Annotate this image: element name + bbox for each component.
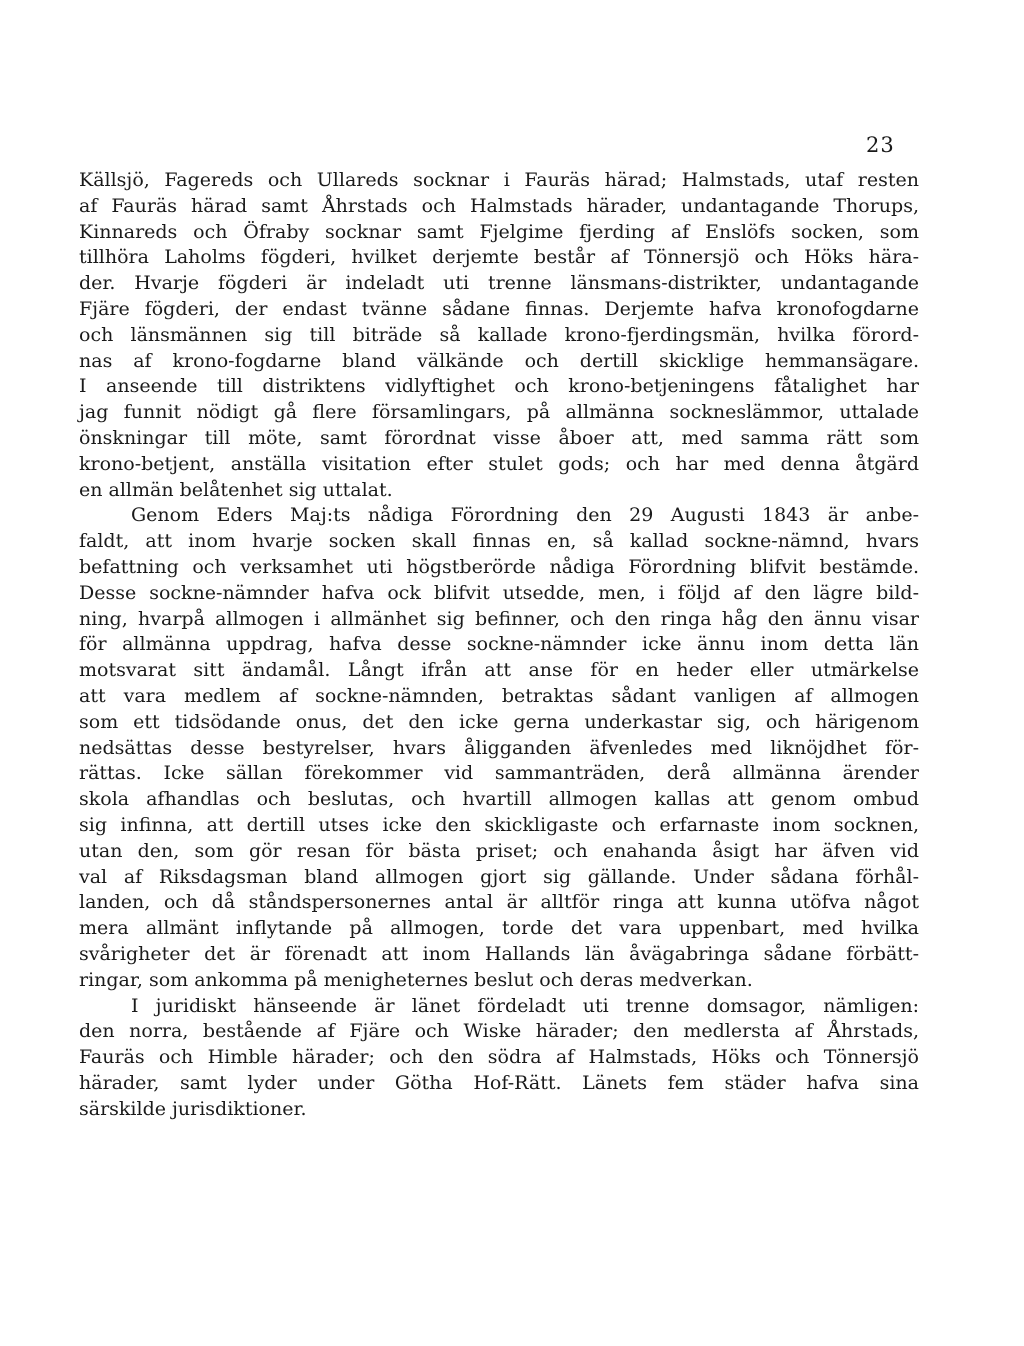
- text-line: Fjäre fögderi, der endast tvänne sådane finnas. Derjemte hafva kronofogdarne: [79, 297, 919, 320]
- text-line: faldt, att inom hvarje socken skall finnas en, så kallad sockne-nämnd, hvars: [79, 530, 919, 553]
- text-line: landen, och då ståndspersonernes antal är alltför ringa att kunna utöfva något: [79, 891, 919, 914]
- text-line: nedsättas desse bestyrelser, hvars åligganden äfvenledes med liknöjdhet för-: [79, 736, 919, 759]
- text-line: utan den, som gör resan för bästa priset; och enahanda åsigt har äfven vid: [79, 839, 919, 862]
- text-line: den norra, bestående af Fjäre och Wiske härader; den medlersta af Åhrstads,: [79, 1020, 919, 1043]
- paragraph-start-line: Genom Eders Maj:ts nådiga Förordning den 29 Augusti 1843 är anbe-: [131, 504, 919, 527]
- text-line: att vara medlem af sockne-nämnden, betraktas sådant vanligen af allmogen: [79, 684, 919, 707]
- text-line: befattning och verksamhet uti högstberörde nådiga Förordning blifvit bestämde.: [79, 555, 919, 578]
- text-line: Kinnareds och Öfraby socknar samt Fjelgime fjerding af Enslöfs socken, som: [79, 220, 919, 243]
- text-line: för allmänna uppdrag, hafva desse sockne-nämnder icke ännu inom detta län: [79, 633, 919, 656]
- paragraph-start-line: I juridiskt hänseende är länet fördeladt uti trenne domsagor, nämligen:: [131, 994, 919, 1017]
- text-line: af Fauräs härad samt Åhrstads och Halmstads härader, undantagande Thorups,: [79, 194, 919, 217]
- text-line: mera allmänt inflytande på allmogen, torde det vara uppenbart, med hvilka: [79, 917, 919, 940]
- text-line: skola afhandlas och beslutas, och hvartill allmogen kallas att genom ombud: [79, 788, 919, 811]
- text-line: Källsjö, Fagereds och Ullareds socknar i Fauräs härad; Halmstads, utaf resten: [79, 169, 919, 191]
- text-line: krono-betjent, anställa visitation efter stulet gods; och har med denna åtgärd: [79, 452, 919, 475]
- text-line: val af Riksdagsman bland allmogen gjort sig gällande. Under sådana förhål-: [79, 865, 919, 888]
- text-line: svårigheter det är förenadt att inom Hallands län åvägabringa sådane förbätt-: [79, 942, 919, 965]
- text-line: tillhöra Laholms fögderi, hvilket derjemte består af Tönnersjö och Höks härа-: [79, 246, 919, 269]
- paragraph-end-line: en allmän belåtenhet sig uttalat.: [79, 478, 393, 501]
- text-line: som ett tidsödande onus, det den icke gerna underkastar sig, och härigenom: [79, 710, 919, 733]
- text-line: motsvarat sitt ändamål. Långt ifrån att anse för en heder eller utmärkelse: [79, 659, 919, 682]
- paragraph-end-line: ringar, som ankomma på menigheternes beslut och deras medverkan.: [79, 968, 753, 991]
- text-line: härader, samt lyder under Götha Hof-Rätt. Länets fem städer hafva sina: [79, 1071, 919, 1094]
- text-line: Desse sockne-nämnder hafva ock blifvit utsedde, men, i följd af den lägre bild-: [79, 581, 919, 604]
- paragraph-end-line: särskilde jurisdiktioner.: [79, 1097, 307, 1120]
- text-line: sig infinna, att dertill utses icke den skickligaste och erfarnaste inom socknen,: [79, 813, 919, 836]
- page-number: 23: [866, 133, 895, 157]
- text-line: Fauräs och Himble härader; och den södra af Halmstads, Höks och Tönnersjö: [79, 1046, 919, 1069]
- text-line: der. Hvarje fögderi är indeladt uti trenne länsmans-distrikter, undantagande: [79, 272, 919, 295]
- text-line: I anseende till distriktens vidlyftighet och krono-betjeningens fåtalighet har: [79, 375, 919, 398]
- text-line: jag funnit nödigt gå flere församlingars, på allmänna sockneslämmor, uttalade: [79, 401, 919, 424]
- text-line: ning, hvarpå allmogen i allmänhet sig befinner, och den ringa håg den ännu visar: [79, 607, 919, 630]
- text-line: och länsmännen sig till biträde så kallade krono-fjerdingsmän, hvilka förord-: [79, 323, 919, 346]
- text-line: önskningar till möte, samt förordnat visse åboer att, med samma rätt som: [79, 426, 919, 449]
- body-text: [79, 168, 919, 1122]
- text-line: nas af krono-fogdarne bland välkände och dertill skicklige hemmansägare.: [79, 349, 919, 372]
- text-line: rättas. Icke sällan förekommer vid sammanträden, derå allmänna ärender: [79, 762, 919, 785]
